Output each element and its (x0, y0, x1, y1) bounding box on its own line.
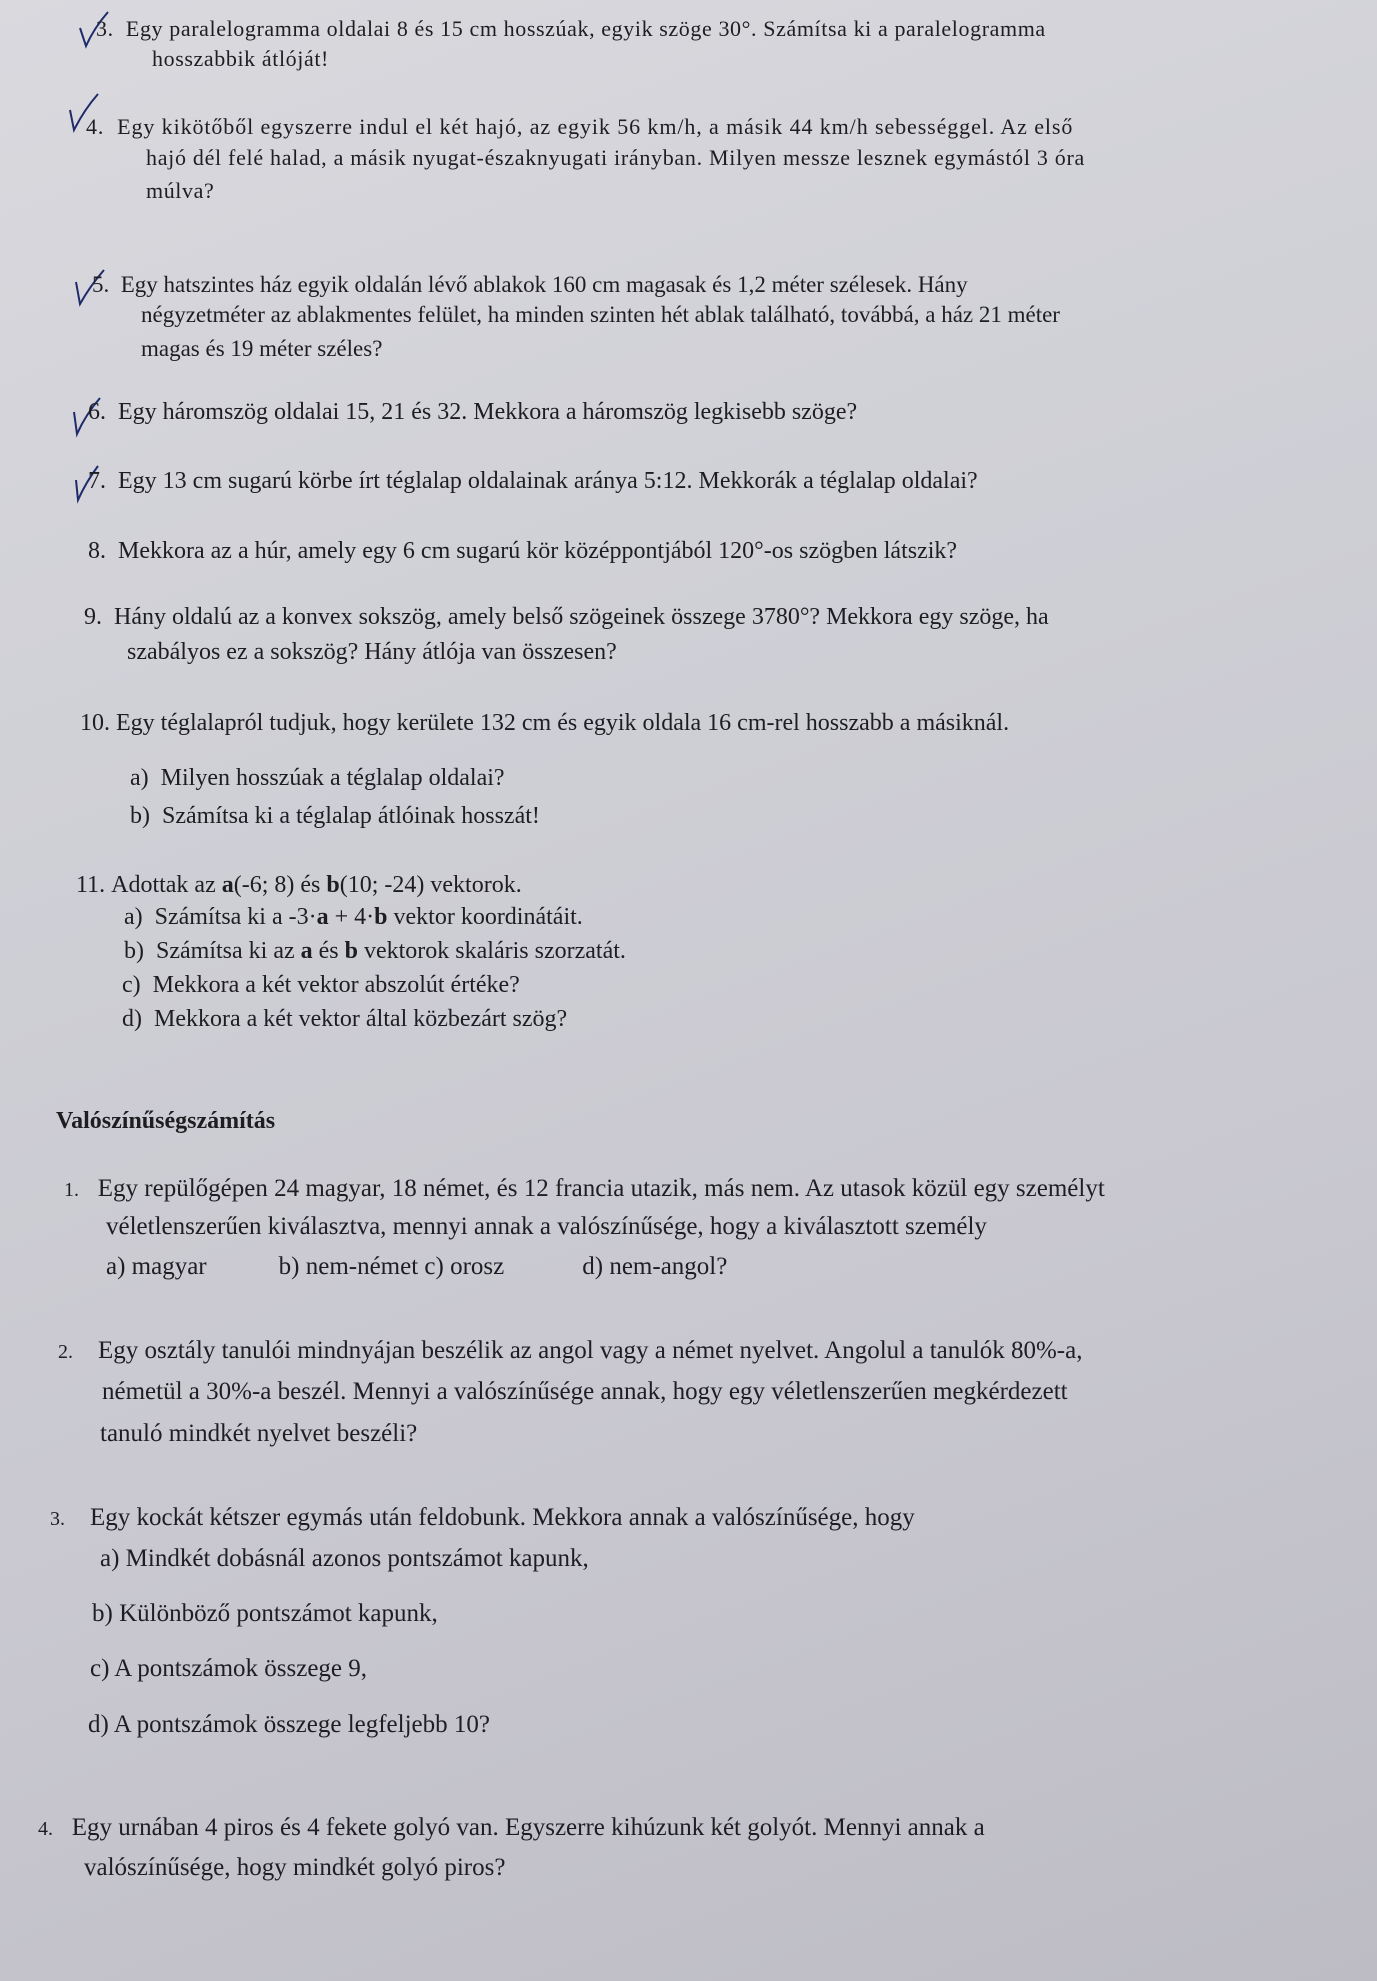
problem-number: 4. (38, 1818, 53, 1840)
problem-10-line-1 (80, 708, 1009, 738)
problem-4-line-3: múlva? (146, 178, 215, 203)
option-text: magyar (131, 1253, 207, 1280)
problem-8-line-1 (88, 536, 957, 566)
option-a (106, 1253, 207, 1280)
subitem-label: b) (124, 938, 144, 964)
prob-1-options (106, 1252, 727, 1282)
problem-4-line-1 (86, 112, 1073, 142)
problem-5-line-2: négyzetméter az ablakmentes felület, ha minden szinten hét ablak található, továbbá, a ház 21 méter (141, 302, 1060, 327)
problem-11-subitem-d (122, 1004, 567, 1034)
option-label: c) (424, 1253, 444, 1280)
subitem-text: A pontszámok összege legfeljebb 10? (113, 1711, 490, 1738)
vector-b: b (374, 904, 388, 930)
option-text: nem-német (305, 1253, 419, 1280)
problem-text: Egy kikötőből egyszerre indul el két hajó, az egyik 56 km/h, a másik 44 km/h sebességgel. Az első (117, 114, 1074, 139)
subitem-label: a) (124, 904, 143, 930)
problem-text: Egy urnában 4 piros és 4 fekete golyó van. Egyszerre kihúzunk két golyót. Mennyi annak a (71, 1814, 985, 1841)
option-text: nem-angol? (609, 1253, 728, 1280)
subitem-label: a) (130, 765, 149, 791)
subitem-text: Mekkora a két vektor abszolút értéke? (152, 972, 520, 998)
subitem-label: d) (122, 1006, 142, 1032)
problem-text: Egy 13 cm sugarú körbe írt téglalap oldalainak aránya 5:12. Mekkorák a téglalap oldalai? (118, 468, 978, 494)
subitem-text: vektor koordinátáit. (387, 904, 583, 930)
option-label: d) (582, 1253, 604, 1280)
problem-number: 9. (84, 604, 102, 630)
prob-3-line-1 (50, 1503, 915, 1534)
vector-b: b (344, 938, 358, 964)
problem-number: 5. (92, 272, 110, 297)
problem-text: Adottak az (111, 872, 222, 898)
prob-3-subitem-d (88, 1710, 490, 1740)
problem-text: (-6; 8) és (233, 872, 327, 898)
problem-text: Egy kockát kétszer egymás után feldobunk. Mekkora annak a valószínűsége, hogy (90, 1504, 915, 1531)
problem-number: 11. (76, 872, 106, 898)
problem-number: 4. (86, 114, 105, 139)
section-heading: Valószínűségszámítás (56, 1108, 276, 1134)
subitem-text: vektorok skaláris szorzatát. (357, 938, 626, 964)
vector-a: a (300, 938, 313, 964)
problem-text: Mekkora az a húr, amely egy 6 cm sugarú kör középpontjából 120°-os szögben látszik? (118, 538, 958, 564)
subitem-label: a) (100, 1545, 120, 1572)
problem-9-line-2: szabályos ez a sokszög? Hány átlója van összesen? (127, 639, 617, 665)
problem-11-subitem-c (122, 970, 520, 1000)
problem-number: 6. (88, 399, 106, 425)
problem-text: (10; -24) vektorok. (339, 872, 522, 898)
prob-3-subitem-a (100, 1544, 589, 1574)
option-c (424, 1253, 504, 1280)
subitem-text: Különböző pontszámot kapunk, (119, 1600, 438, 1627)
prob-2-line-3: tanuló mindkét nyelvet beszéli? (100, 1420, 418, 1447)
problem-number: 7. (88, 468, 106, 494)
subitem-label: c) (90, 1655, 110, 1682)
problem-number: 8. (88, 538, 106, 564)
problem-5-line-3: magas és 19 méter széles? (141, 336, 383, 361)
problem-4-line-2: hajó dél felé halad, a másik nyugat-északnyugati irányban. Milyen messze lesznek egymástól 3 óra (146, 145, 1085, 170)
prob-3-subitem-b (92, 1599, 438, 1629)
subitem-text: Számítsa ki a téglalap átlóinak hosszát! (162, 803, 540, 829)
prob-4-line-2: valószínűsége, hogy mindkét golyó piros? (84, 1854, 506, 1881)
problem-7-line-1 (88, 466, 978, 496)
problem-10-subitem-a (130, 763, 505, 793)
prob-1-line-1 (64, 1174, 1105, 1205)
problem-text: Egy háromszög oldalai 15, 21 és 32. Mekkora a háromszög legkisebb szöge? (118, 399, 858, 425)
problem-11-subitem-b (124, 936, 626, 966)
problem-text: Hány oldalú az a konvex sokszög, amely belső szögeinek összege 3780°? Mekkora egy szöge, ha (114, 604, 1049, 630)
subitem-label: b) (130, 803, 150, 829)
problem-number: 2. (58, 1341, 73, 1363)
option-label: b) (278, 1253, 300, 1280)
problem-number: 3. (50, 1508, 65, 1530)
option-label: a) (106, 1253, 126, 1280)
subitem-text: Mekkora a két vektor által közbezárt szög? (154, 1006, 568, 1032)
subitem-text: Mindkét dobásnál azonos pontszámot kapunk, (125, 1545, 589, 1572)
option-b (279, 1253, 419, 1280)
problem-text: Egy osztály tanulói mindnyájan beszélik az angol vagy a német nyelvet. Angolul a tanulók 80%-a, (98, 1337, 1083, 1364)
problem-number: 1. (64, 1179, 79, 1201)
problem-6-line-1 (88, 397, 857, 427)
prob-3-subitem-c (90, 1654, 367, 1684)
problem-number: 3. (96, 16, 114, 41)
problem-text: Egy hatszintes ház egyik oldalán lévő ablakok 160 cm magasak és 1,2 méter szélesek. Hány (120, 272, 968, 297)
problem-text: Egy paralelogramma oldalai 8 és 15 cm hosszúak, egyik szöge 30°. Számítsa ki a paralelogramma (125, 16, 1046, 41)
subitem-text: és (312, 938, 345, 964)
problem-text: Egy repülőgépen 24 magyar, 18 német, és 12 francia utazik, más nem. Az utasok közül egy személyt (97, 1175, 1105, 1202)
subitem-label: c) (122, 972, 141, 998)
vector-a: a (221, 872, 234, 898)
subitem-text: Milyen hosszúak a téglalap oldalai? (160, 765, 505, 791)
prob-4-line-1 (38, 1813, 985, 1844)
subitem-text: Számítsa ki a -3· (154, 904, 317, 930)
prob-2-line-2: németül a 30%-a beszél. Mennyi a valószínűsége annak, hogy egy véletlenszerűen megkérdezett (102, 1378, 1068, 1405)
problem-9-line-1 (84, 602, 1049, 632)
prob-2-line-1 (58, 1336, 1082, 1367)
problem-11-intro (76, 870, 522, 900)
problem-5-line-1 (92, 270, 968, 300)
problem-number: 10. (80, 710, 110, 736)
problem-text: Egy téglalapról tudjuk, hogy kerülete 132 cm és egyik oldala 16 cm-rel hosszabb a másiknál. (116, 710, 1010, 736)
problem-3-line-1 (96, 14, 1046, 44)
option-d (582, 1253, 727, 1280)
subitem-text: Számítsa ki az (156, 938, 301, 964)
subitem-text: + 4· (328, 904, 375, 930)
vector-a: a (316, 904, 329, 930)
subitem-text: A pontszámok összege 9, (114, 1655, 368, 1682)
problem-10-subitem-b (130, 801, 540, 831)
problem-11-subitem-a (124, 902, 583, 932)
prob-1-line-2: véletlenszerűen kiválasztva, mennyi annak a valószínűsége, hogy a kiválasztott személy (106, 1213, 987, 1240)
vector-b: b (326, 872, 340, 898)
problem-3-line-2: hosszabbik átlóját! (152, 46, 329, 71)
subitem-label: b) (92, 1600, 113, 1627)
option-text: orosz (450, 1253, 505, 1280)
subitem-label: d) (88, 1711, 109, 1738)
